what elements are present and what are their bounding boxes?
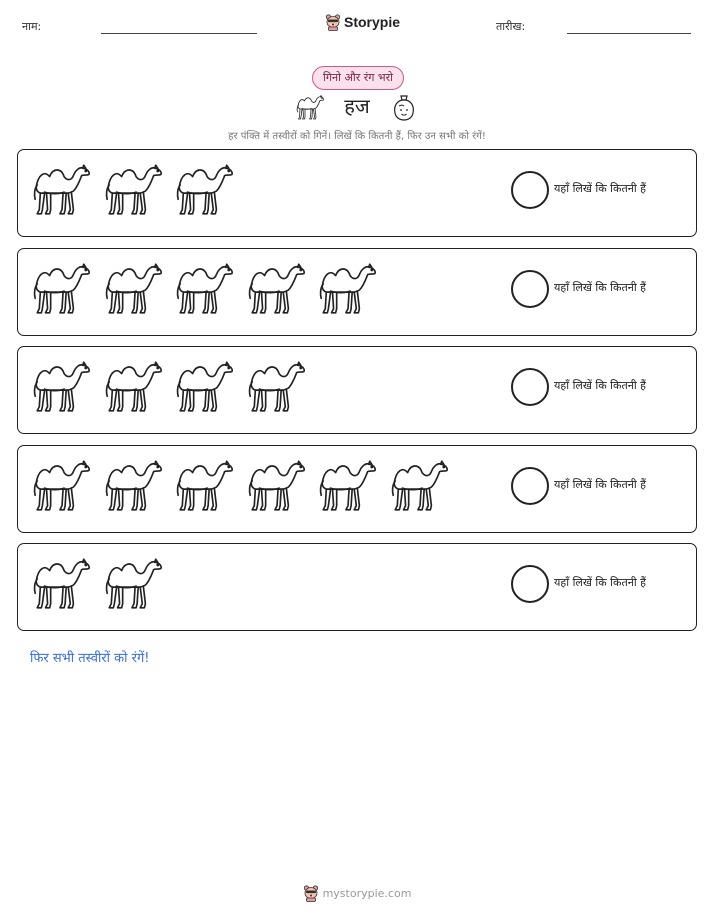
camel-icon[interactable] — [30, 456, 92, 514]
answer-label: यहाँ लिखें कि कितनी हैं — [554, 478, 647, 491]
site-url[interactable]: mystorypie.com — [322, 886, 412, 900]
camel-icon[interactable] — [30, 259, 92, 317]
count-row — [17, 346, 697, 434]
answer-circle[interactable] — [511, 270, 549, 308]
storypie-bear-icon — [325, 13, 341, 31]
name-field[interactable] — [101, 33, 257, 34]
camel-icon[interactable] — [30, 357, 92, 415]
camel-icon[interactable] — [102, 554, 164, 612]
site-footer — [0, 884, 714, 902]
brand-name: Storypie — [344, 14, 401, 30]
camel-icon[interactable] — [388, 456, 450, 514]
brand-logo — [325, 13, 400, 31]
count-row — [17, 248, 697, 336]
answer-label: यहाँ लिखें कि कितनी हैं — [554, 281, 647, 294]
camel-icon[interactable] — [245, 259, 307, 317]
answer-circle[interactable] — [511, 467, 549, 505]
camel-icon[interactable] — [316, 456, 378, 514]
camel-icon[interactable] — [173, 160, 235, 218]
answer-circle[interactable] — [511, 171, 549, 209]
camel-icon[interactable] — [245, 456, 307, 514]
camel-icon[interactable] — [316, 259, 378, 317]
camel-icon[interactable] — [245, 357, 307, 415]
camel-icon[interactable] — [173, 259, 235, 317]
water-bag-icon — [392, 93, 416, 121]
name-label: नाम: — [22, 20, 42, 33]
camel-icon[interactable] — [102, 357, 164, 415]
camel-icon[interactable] — [102, 160, 164, 218]
footer-note: फिर सभी तस्वीरों को रंगें! — [30, 651, 150, 666]
camel-icon[interactable] — [102, 259, 164, 317]
answer-label: यहाँ लिखें कि कितनी हैं — [554, 576, 647, 589]
worksheet-badge: गिनो और रंग भरो — [312, 66, 404, 90]
camel-icon[interactable] — [30, 160, 92, 218]
answer-circle[interactable] — [511, 368, 549, 406]
date-label: तारीख: — [496, 20, 526, 33]
camel-icon[interactable] — [30, 554, 92, 612]
instructions: हर पंक्ति में तस्वीरों को गिनें। लिखें कि कितनी हैं, फिर उन सभी को रंगें! — [228, 131, 486, 142]
camel-icon[interactable] — [173, 456, 235, 514]
answer-circle[interactable] — [511, 565, 549, 603]
camel-icon[interactable] — [102, 456, 164, 514]
date-field[interactable] — [567, 33, 691, 34]
count-row — [17, 543, 697, 631]
storypie-bear-icon — [303, 884, 319, 902]
count-row — [17, 445, 697, 533]
camel-icon[interactable] — [173, 357, 235, 415]
answer-label: यहाँ लिखें कि कितनी हैं — [554, 379, 647, 392]
worksheet-title: हज — [344, 94, 370, 118]
count-row — [17, 149, 697, 237]
answer-label: यहाँ लिखें कि कितनी हैं — [554, 182, 647, 195]
